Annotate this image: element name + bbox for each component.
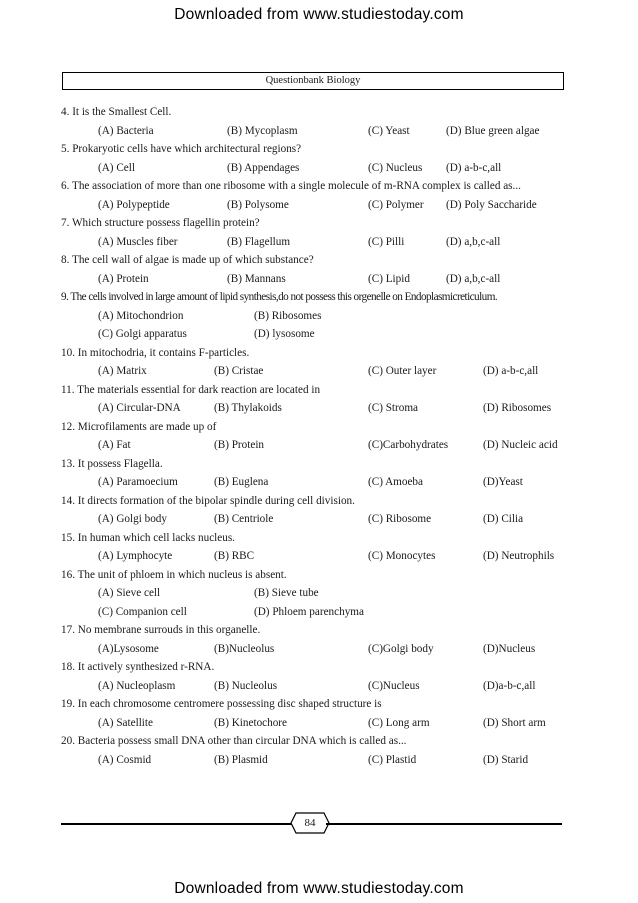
answer-option: (B)Nucleolus — [214, 642, 275, 655]
question-text: 10. In mitochodria, it contains F-particles. — [61, 346, 250, 359]
answer-option: (B) Mycoplasm — [227, 124, 298, 137]
question-text: 16. The unit of phloem in which nucleus is absent. — [61, 568, 287, 581]
answer-option: (A) Lymphocyte — [98, 550, 173, 562]
answer-option: (A) Cosmid — [98, 753, 152, 766]
answer-option: (C) Amoeba — [368, 476, 423, 488]
answer-option: (B) RBC — [214, 550, 255, 562]
answer-option: (C) Nucleus — [368, 161, 423, 174]
answer-option: (A) Matrix — [98, 365, 147, 377]
answer-option: (D) Starid — [483, 753, 529, 766]
answer-option: (D) Poly Saccharide — [446, 198, 537, 211]
question-text: 12. Microfilaments are made up of — [61, 420, 217, 433]
answer-option: (A) Mitochondrion — [98, 309, 184, 322]
answer-option: (B) Cristae — [214, 365, 264, 377]
option-row — [61, 603, 581, 622]
question-text: 5. Prokaryotic cells have which architectural regions? — [61, 143, 302, 155]
answer-option: (D)Nucleus — [483, 642, 536, 655]
answer-option: (A) Sieve cell — [98, 587, 161, 599]
answer-option: (A) Nucleoplasm — [98, 679, 176, 692]
answer-option: (D) a,b,c-all — [446, 235, 501, 248]
answer-option: (A) Paramoecium — [98, 476, 178, 488]
question-text: 15. In human which cell lacks nucleus. — [61, 531, 235, 544]
question-text: 6. The association of more than one ribosome with a single molecule of m-RNA complex is called as... — [61, 180, 521, 192]
answer-option: (B) Sieve tube — [254, 587, 319, 599]
option-row — [61, 510, 581, 529]
option-row — [61, 159, 581, 178]
answer-option: (D) Phloem parenchyma — [254, 605, 364, 618]
answer-option: (D)a-b-c,all — [483, 679, 536, 692]
answer-option: (D) Cilia — [483, 513, 524, 525]
option-row — [61, 714, 581, 733]
answer-option: (C) Yeast — [368, 124, 410, 137]
answer-option: (B) Nucleolus — [214, 679, 278, 692]
option-row — [61, 270, 581, 289]
answer-option: (C)Nucleus — [368, 679, 420, 692]
answer-option: (C)Golgi body — [368, 642, 434, 655]
option-row — [61, 362, 581, 381]
question-text: 20. Bacteria possess small DNA other than circular DNA which is called as... — [61, 735, 407, 747]
question-text: 14. It directs formation of the bipolar spindle during cell division. — [61, 494, 355, 507]
question-text: 17. No membrane surrouds in this organelle. — [61, 624, 261, 636]
answer-option: (C) Companion cell — [98, 605, 187, 618]
answer-option: (C) Stroma — [368, 402, 419, 414]
option-row — [61, 233, 581, 252]
question-text: 11. The materials essential for dark reaction are located in — [61, 383, 321, 396]
question-text: 18. It actively synthesized r-RNA. — [61, 661, 215, 673]
option-row — [61, 436, 581, 455]
answer-option: (A) Polypeptide — [98, 198, 170, 211]
answer-option: (D) lysosome — [254, 328, 315, 340]
answer-option: (C) Pilli — [368, 235, 405, 248]
question-list — [61, 103, 581, 769]
question-text: 13. It possess Flagella. — [61, 457, 163, 470]
answer-option: (A) Bacteria — [98, 124, 154, 137]
answer-option: (B) Appendages — [227, 161, 300, 174]
answer-option: (D) a-b-c,all — [446, 161, 502, 174]
answer-option: (D) a,b,c-all — [446, 272, 501, 285]
answer-option: (C) Ribosome — [368, 513, 432, 525]
answer-option: (C) Polymer — [368, 198, 424, 211]
answer-option: (B) Mannans — [227, 272, 286, 285]
answer-option: (C) Long arm — [368, 716, 430, 729]
question-text: 4. It is the Smallest Cell. — [61, 106, 172, 118]
answer-option: (A) Muscles fiber — [98, 235, 178, 248]
answer-option: (D) Blue green algae — [446, 124, 540, 137]
answer-option: (C) Monocytes — [368, 550, 436, 562]
answer-option: (A)Lysosome — [98, 642, 159, 655]
footer-rule-left — [61, 823, 294, 825]
option-row — [61, 584, 581, 603]
option-row — [61, 547, 581, 566]
answer-option: (A) Golgi body — [98, 513, 167, 525]
question-text: 7. Which structure possess flagellin protein? — [61, 217, 260, 229]
answer-option: (C) Golgi apparatus — [98, 328, 187, 340]
answer-option: (B) Euglena — [214, 476, 269, 488]
download-banner-bottom: Downloaded from www.studiestoday.com — [174, 880, 464, 897]
question-text: 8. The cell wall of algae is made up of which substance? — [61, 254, 314, 266]
option-row — [61, 399, 581, 418]
option-row — [61, 751, 581, 770]
answer-option: (B) Plasmid — [214, 753, 268, 766]
answer-option: (B) Protein — [214, 439, 265, 451]
answer-option: (C)Carbohydrates — [368, 439, 449, 451]
option-row — [61, 473, 581, 492]
answer-option: (D) Nucleic acid — [483, 439, 558, 451]
answer-option: (D) Ribosomes — [483, 402, 552, 414]
answer-option: (B) Thylakoids — [214, 402, 282, 414]
answer-option: (A) Satellite — [98, 716, 153, 729]
answer-option: (B) Centriole — [214, 513, 274, 525]
page-header: Questionbank Biology — [62, 72, 564, 90]
answer-option: (A) Fat — [98, 439, 131, 451]
answer-option: (B) Polysome — [227, 198, 289, 211]
option-row — [61, 122, 581, 141]
option-row — [61, 677, 581, 696]
answer-option: (A) Protein — [98, 272, 149, 285]
page-number: 84 — [304, 817, 316, 829]
answer-option: (D) Neutrophils — [483, 550, 555, 562]
answer-option: (D)Yeast — [483, 476, 523, 488]
option-row — [61, 307, 581, 326]
answer-option: (A) Cell — [98, 161, 135, 174]
answer-option: (B) Ribosomes — [254, 309, 322, 322]
answer-option: (D) a-b-c,all — [483, 365, 539, 377]
answer-option: (B) Kinetochore — [214, 716, 288, 729]
option-row — [61, 325, 581, 344]
footer-rule-right — [326, 823, 562, 825]
download-banner-top: Downloaded from www.studiestoday.com — [174, 6, 464, 23]
question-text: 19. In each chromosome centromere possessing disc shaped structure is — [61, 698, 382, 710]
answer-option: (C) Outer layer — [368, 365, 437, 377]
answer-option: (C) Plastid — [368, 753, 417, 766]
answer-option: (C) Lipid — [368, 272, 410, 285]
answer-option: (A) Circular-DNA — [98, 402, 181, 414]
answer-option: (B) Flagellum — [227, 235, 291, 248]
question-text: 9. The cells involved in large amount of lipid synthesis,do not possess this orgenelle on Endoplasmicreticulum. — [61, 291, 498, 303]
option-row — [61, 196, 581, 215]
answer-option: (D) Short arm — [483, 716, 546, 729]
option-row — [61, 640, 581, 659]
page-number-badge — [290, 812, 330, 834]
